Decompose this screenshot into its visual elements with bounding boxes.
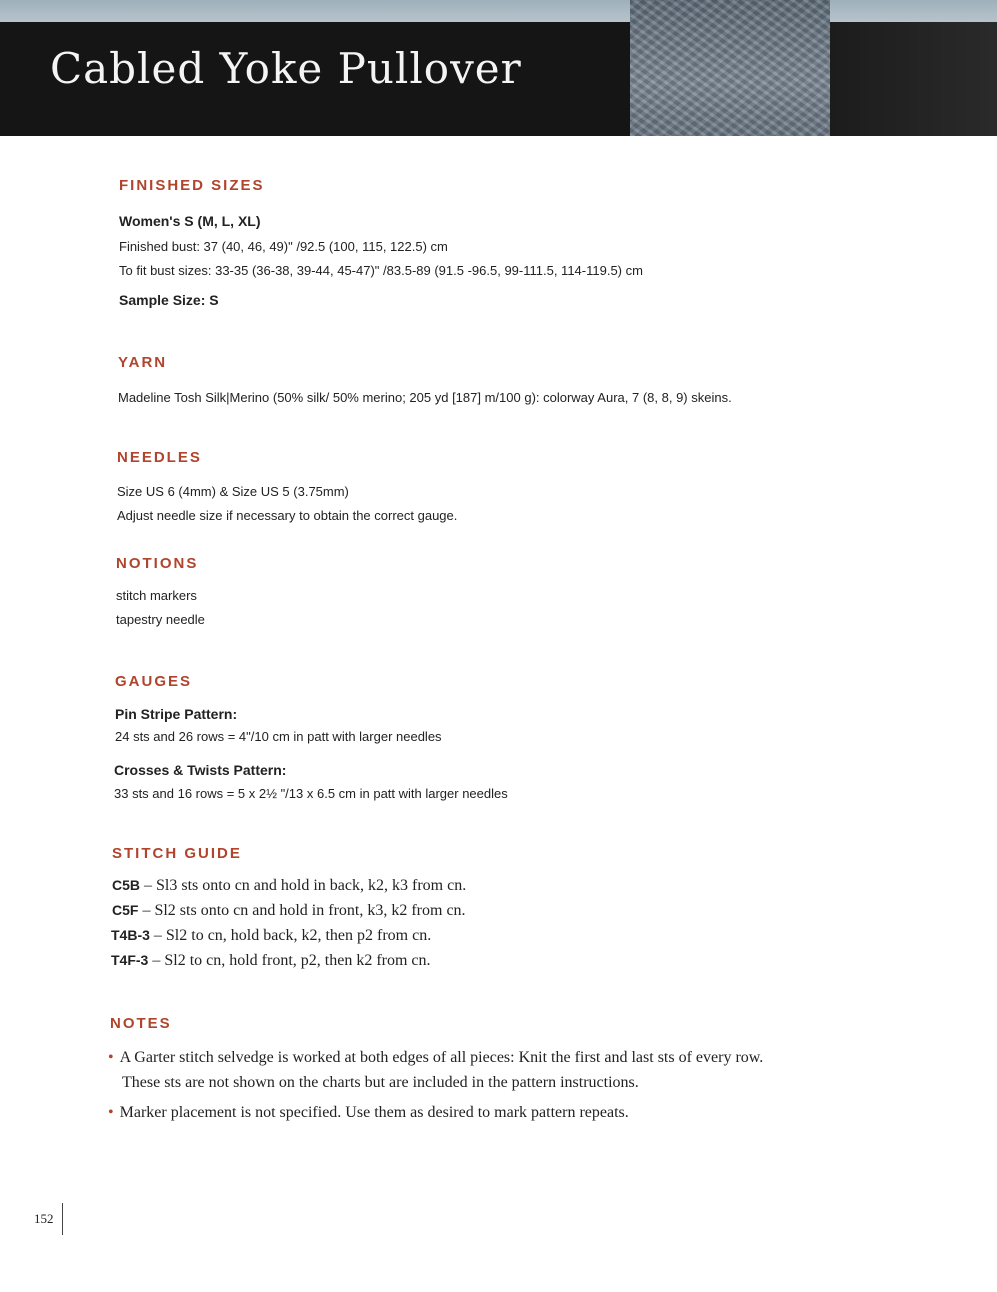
stitch-code: C5F (112, 902, 139, 918)
sweater-photo (630, 0, 830, 136)
note-text: Marker placement is not specified. Use them as desired to mark pattern repeats. (119, 1104, 629, 1121)
crosses-gauge: 33 sts and 16 rows = 5 x 2½ "/13 x 6.5 cm in patt with larger needles (114, 786, 508, 801)
header-banner (0, 0, 997, 136)
notions-heading: NOTIONS (116, 555, 199, 572)
stitch-description: – Sl2 to cn, hold back, k2, then p2 from cn. (149, 927, 432, 944)
stitch-description: – Sl2 to cn, hold front, p2, then k2 from cn. (148, 952, 431, 969)
stitch-description: – Sl2 sts onto cn and hold in front, k3, k2 from cn. (138, 902, 466, 919)
finished-sizes-heading: FINISHED SIZES (119, 177, 265, 194)
page-number: 152 (34, 1211, 54, 1226)
bullet-icon: • (108, 1049, 114, 1066)
pin-stripe-gauge: 24 sts and 26 rows = 4"/10 cm in patt with larger needles (115, 729, 442, 744)
needles-heading: NEEDLES (117, 449, 202, 466)
needles-gauge-note: Adjust needle size if necessary to obtain the correct gauge. (117, 508, 458, 523)
notes-heading: NOTES (110, 1015, 172, 1032)
stitch-code: T4B-3 (111, 927, 150, 943)
note-item (108, 1104, 629, 1122)
sample-size: Sample Size: S (119, 292, 219, 308)
needles-size: Size US 6 (4mm) & Size US 5 (3.75mm) (117, 484, 349, 499)
crosses-label: Crosses & Twists Pattern: (114, 762, 287, 778)
notion-item: tapestry needle (116, 612, 205, 627)
stitch-code: T4F-3 (111, 952, 149, 968)
pin-stripe-label: Pin Stripe Pattern: (115, 706, 238, 722)
stitch-guide-heading: STITCH GUIDE (112, 845, 242, 862)
to-fit-bust: To fit bust sizes: 33-35 (36-38, 39-44, 45-47)" /83.5-89 (91.5 -96.5, 99-111.5, 114-119.5) cm (119, 263, 643, 278)
stitch-guide-entry (111, 952, 431, 970)
stitch-description: – Sl3 sts onto cn and hold in back, k2, k3 from cn. (140, 877, 467, 894)
yarn-text: Madeline Tosh Silk|Merino (50% silk/ 50% merino; 205 yd [187] m/100 g): colorway Aura, 7 (8, 8, 9) skeins. (118, 390, 732, 405)
header-dark-panel (830, 22, 997, 136)
stitch-guide-entry (111, 927, 431, 945)
bullet-icon: • (108, 1104, 114, 1121)
note-text: A Garter stitch selvedge is worked at both edges of all pieces: Knit the first and last sts of every row. (119, 1049, 764, 1066)
page-title: Cabled Yoke Pullover (50, 44, 522, 93)
stitch-guide-entry (112, 877, 466, 895)
header-photo-strip (0, 0, 997, 22)
finished-bust: Finished bust: 37 (40, 46, 49)" /92.5 (100, 115, 122.5) cm (119, 239, 448, 254)
page-number-divider (62, 1203, 63, 1235)
size-label: Women's S (M, L, XL) (119, 213, 261, 229)
stitch-code: C5B (112, 877, 141, 893)
notion-item: stitch markers (116, 588, 197, 603)
yarn-heading: YARN (118, 354, 168, 371)
note-continuation: These sts are not shown on the charts but are included in the pattern instructions. (122, 1074, 639, 1091)
stitch-guide-entry (112, 902, 466, 920)
gauges-heading: GAUGES (115, 673, 193, 690)
note-item (108, 1049, 763, 1067)
